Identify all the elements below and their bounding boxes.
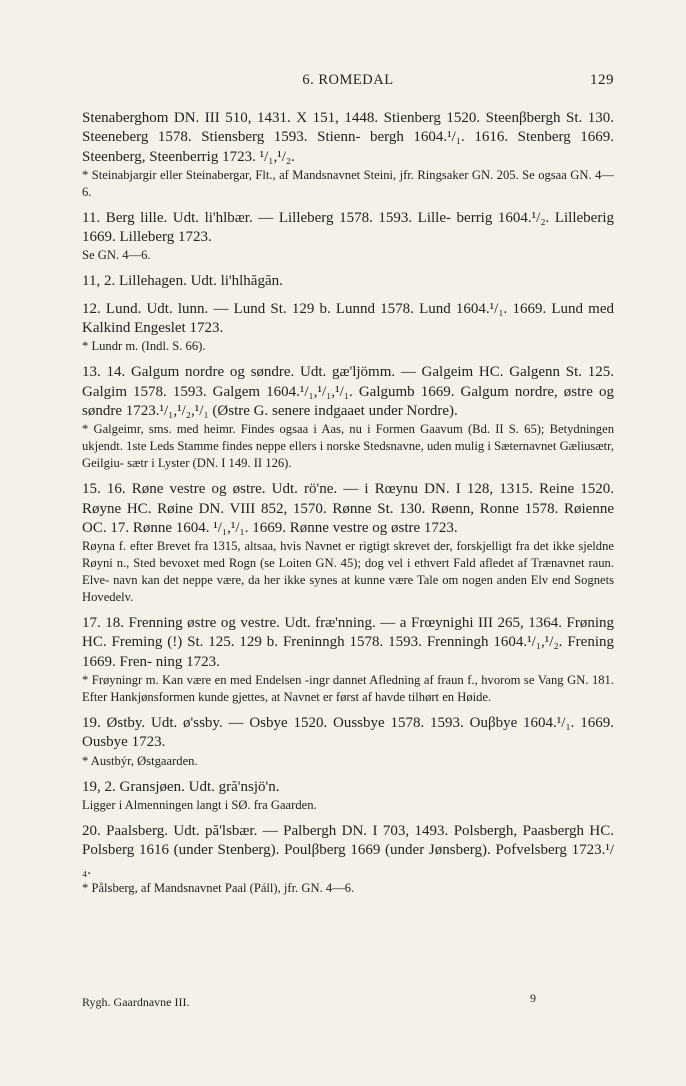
farm-entry: 12. Lund. Udt. lunn. — Lund St. 129 b. Lunnd 1578. Lund 1604.¹/₁. 1669. Lund med Kalkind Engeslet 1723. [82, 300, 614, 337]
paragraph: Stenaberghom DN. III 510, 1431. X 151, 1448. Stienberg 1520. Steenβbergh St. 130. Steeneberg 1578. Stiensberg 1593. Stienn- bergh 1604.¹/₁. 1616. Stenberg 1669. Steenberg, Steenberrig 1723. ¹/₁,¹/₂. [82, 110, 614, 165]
footnote: * Frøyningr m. Kan være en med Endelsen -ingr dannet Afledning af fraun f., hvorom se Vang GN. 181. Efter Hankjønsformen kunde gjettes, at Navnet er først af havde tilhørt en Høide. [82, 673, 614, 705]
footnote: * Austbýr, Østgaarden. [82, 753, 198, 768]
farm-entry: 19. Østby. Udt. ø'ssby. — Osbye 1520. Oussbye 1578. 1593. Ouβbye 1604.¹/₁. 1669. Ousbye 1723. [82, 715, 614, 751]
footnote: * Galgeimr, sms. med heimr. Findes ogsaa i Aas, nu i Formen Gaavum (Bd. II S. 65); Betydningen ukjendt. 1ste Leds Stamme findes neppe ellers i norske Stedsnavne, uden mulig i Sæternavnet Gæliusætr, Geilgiu- sætr i Lyster (DN. I 149. II 126). [82, 422, 614, 471]
footnote: * Steinabjargir eller Steinabergar, Flt., af Mandsnavnet Steini, jfr. Ringsaker GN. 205. Se ogsaa GN. 4—6. [82, 167, 614, 199]
signature-mark: Rygh. Gaardnavne III. [82, 995, 190, 1009]
footnote: Ligger i Almenningen langt i SØ. fra Gaarden. [82, 797, 317, 812]
farm-entry: 17. 18. Frenning østre og vestre. Udt. fræ'nning. — a Frœynighi III 265, 1364. Frøning HC. Freming (!) St. 125. 129 b. Freninngh 1578. 1593. Frenningh 1604.¹/₁,¹/₂. Frening 1669. Fren- ning 1723. [82, 615, 614, 670]
chapter-title: 6. ROMEDAL [302, 72, 394, 88]
farm-entry: 13. 14. Galgum nordre og søndre. Udt. gæ'ljömm. — Galgeim HC. Galgenn St. 125. Galgim 1578. 1593. Galgem 1604.¹/₁,¹/₁,¹/₁. Galgumb 1669. Galgum nordre, østre og søndre 1723.¹/₁,¹/₂,¹/₁ (Østre G. senere indgaaet under Nordre). [82, 364, 614, 419]
farm-entry: 11, 2. Lillehagen. Udt. li'hlhăgăn. [82, 273, 283, 290]
farm-entry: 11. Berg lille. Udt. li'hlbær. — Lilleberg 1578. 1593. Lille- berrig 1604.¹/₂. Lilleberig 1669. Lilleberg 1723. [82, 209, 614, 246]
footnote: Røyna f. efter Brevet fra 1315, altsaa, hvis Navnet er rigtigt skrevet der, forskjelligt fra det ikke sjeldne Røyni n., Sted bevoxet med Rogn (se Loiten GN. 45); dog vel i ethvert Fald afledet af Trænavnet raun. Elve- navn kan det neppe være, da her ikke synes at kunne være Tale om nogen anden Elv end Sognets Hovedelv. [82, 539, 614, 605]
footnote: * Lundr m. (Indl. S. 66). [82, 339, 206, 354]
farm-entry: 19, 2. Gransjøen. Udt. gră'nsjö'n. [82, 778, 280, 795]
footnote: Se GN. 4—6. [82, 248, 151, 263]
farm-entry: 20. Paalsberg. Udt. pă'lsbær. — Palbergh DN. I 703, 1493. Polsbergh, Paasbergh HC. Polsberg 1616 (under Stenberg). Poulβberg 1669 (under Jønsberg). Pofvelsberg 1723.¹/₄. [82, 822, 614, 878]
sheet-number: 9 [530, 991, 536, 1005]
farm-entry: 15. 16. Røne vestre og østre. Udt. rö'ne. — i Rœynu DN. I 128, 1315. Reine 1520. Røyne HC. Røine DN. VIII 852, 1570. Rønne St. 130. Røenn, Ronne 1578. Røienne OC. 17. Rønne 1604. ¹/₁,¹/₁. 1669. Rønne vestre og østre 1723. [82, 481, 614, 536]
page-number: 129 [590, 72, 614, 88]
page-body [82, 109, 614, 897]
footnote: * Pålsberg, af Mandsnavnet Paal (Páll), jfr. GN. 4—6. [82, 880, 355, 895]
